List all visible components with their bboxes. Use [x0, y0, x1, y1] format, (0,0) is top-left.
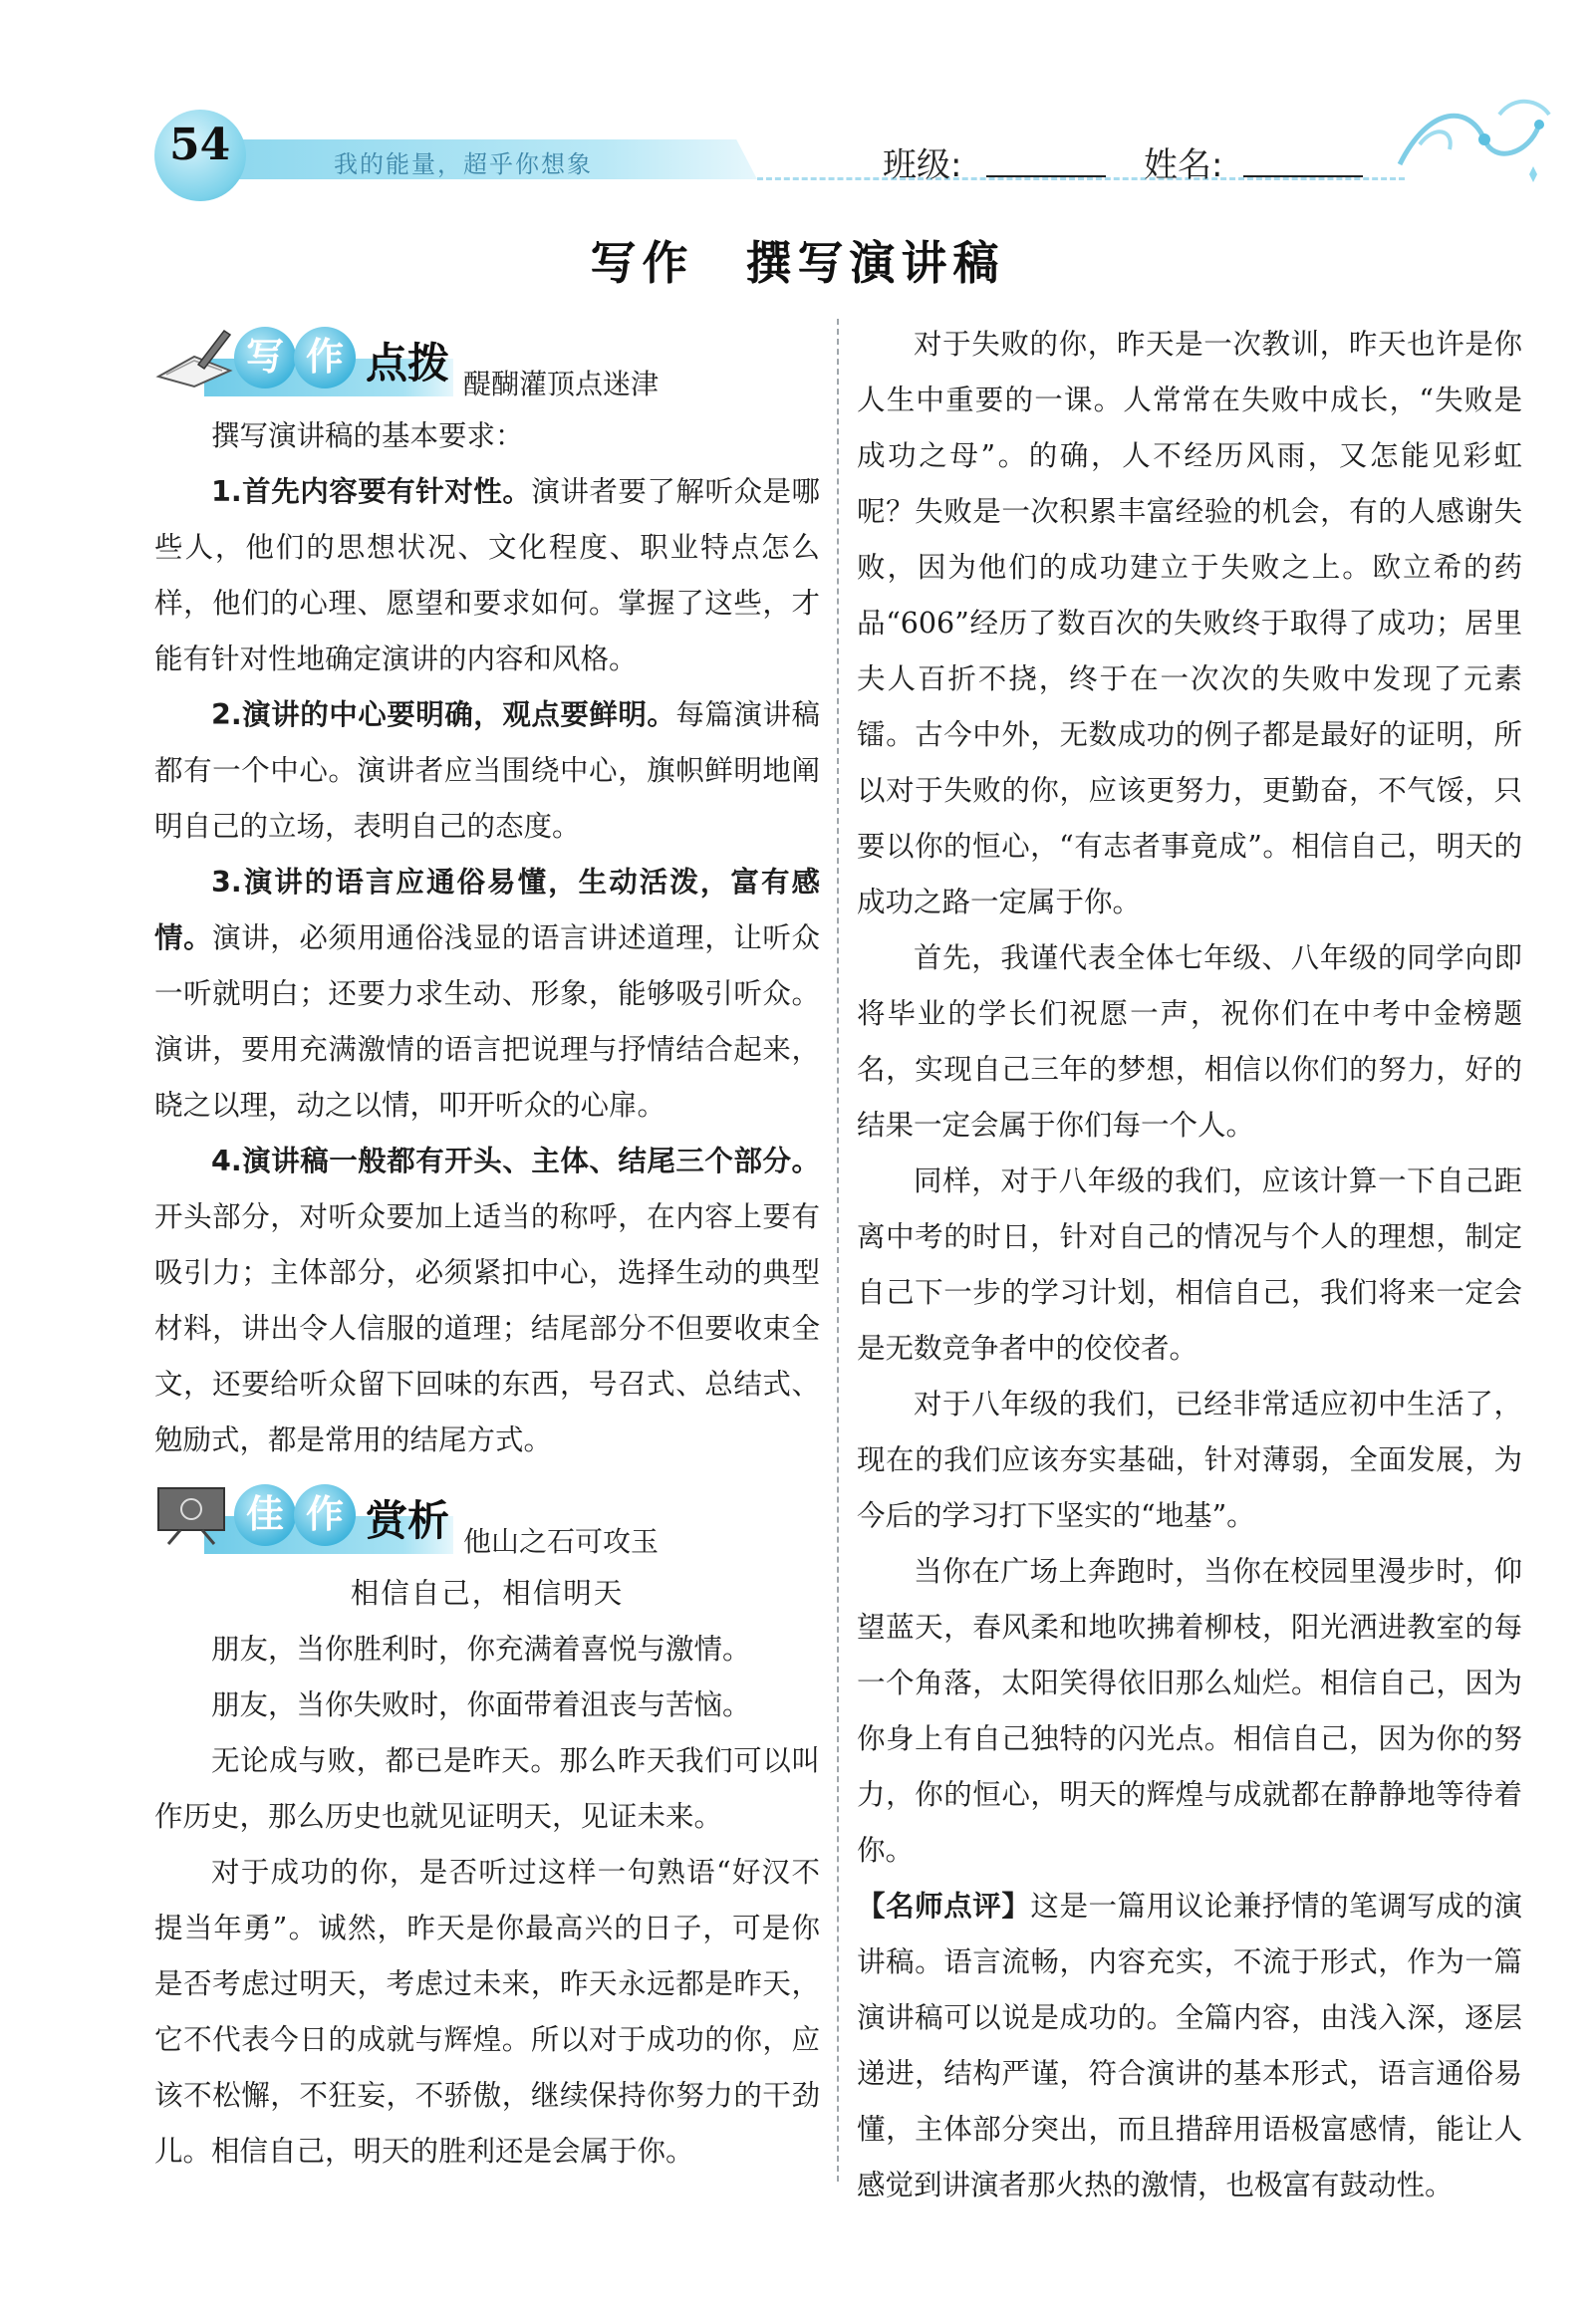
requirement-2-heading: 2.演讲的中心要明确，观点要鲜明。 — [211, 698, 676, 731]
blackboard-icon — [154, 1484, 234, 1546]
banner-heading: 点拨 — [366, 339, 450, 387]
requirement-3-text: 演讲，必须用通俗浅显的语言讲述道理，让听众一听就明白；还要力求生动、形象，能够吸引听众。演讲，要用充满激情的语言把说理与抒情结合起来，晓之以理，动之以情，叩开听众的心扉。 — [154, 921, 820, 1122]
essay-paragraph: 对于失败的你，昨天是一次教训，昨天也许是你人生中重要的一课。人常常在失败中成长，“失败是成功之母”。的确，人不经历风雨，又怎能见彩虹呢？失败是一次积累丰富经验的机会，有的人感谢失败，因为他们的成功建立于失败之上。欧立希的药品“606”经历了数百次的失败终于取得了成功；居里夫人百折不挠，终于在一次次的失败中发现了元素镭。古今中外，无数成功的例子都是最好的证明，所以对于失败的你，应该更努力，更勤奋，不气馁，只要以你的恒心，“有志者事竟成”。相信自己，明天的成功之路一定属于你。 — [857, 328, 1522, 918]
essay-title: 相信自己，相信明天 — [350, 1577, 625, 1610]
floral-ornament-icon — [1390, 85, 1559, 194]
essay-paragraph: 当你在广场上奔跑时，当你在校园里漫步时，仰望蓝天，春风柔和地吹拂着柳枝，阳光洒进教室的每一个角落，太阳笑得依旧那么灿烂。相信自己，因为你身上有自己独特的闪光点。相信自己，因为你的努力，你的恒心，明天的辉煌与成就都在静静地等待着你。 — [857, 1555, 1522, 1867]
intro-text: 撰写演讲稿的基本要求： — [211, 419, 524, 452]
section-banner-appreciation — [154, 1474, 820, 1564]
essay-paragraph: 朋友，当你胜利时，你充满着喜悦与激情。 — [211, 1633, 751, 1666]
requirement-2-text: 每篇演讲稿都有一个中心。演讲者应当围绕中心，旗帜鲜明地阐明自己的立场，表明自己的态度。 — [154, 698, 820, 843]
essay-paragraph: 首先，我谨代表全体七年级、八年级的同学向即将毕业的学长们祝愿一声，祝你们在中考中金榜题名，实现自己三年的梦想，相信以你们的努力，好的结果一定会属于你们每一个人。 — [857, 941, 1522, 1142]
essay-paragraph: 无论成与败，都已是昨天。那么昨天我们可以叫作历史，那么历史也就见证明天，见证未来。 — [154, 1744, 820, 1833]
banner-char-2: 作 — [294, 1484, 356, 1546]
class-label: 班级: — [883, 145, 962, 185]
banner-char-2: 作 — [294, 327, 356, 388]
requirement-1-text: 演讲者要了解听众是哪些人，他们的思想状况、文化程度、职业特点怎么样，他们的心理、愿望和要求如何。掌握了这些，才能有针对性地确定演讲的内容和风格。 — [154, 475, 820, 675]
requirement-3 — [154, 855, 820, 1134]
teacher-comment — [857, 1879, 1522, 2213]
page-header — [0, 0, 1595, 199]
requirement-4-heading: 4.演讲稿一般都有开头、主体、结尾三个部分。 — [211, 1145, 820, 1177]
requirement-1 — [154, 464, 820, 687]
section-banner-tips — [154, 317, 820, 406]
banner-subtitle: 醍醐灌顶点迷津 — [463, 368, 660, 400]
left-column — [154, 317, 820, 2180]
essay-paragraph: 对于八年级的我们，已经非常适应初中生活了，现在的我们应该夯实基础，针对薄弱，全面发展，为今后的学习打下坚实的“地基”。 — [857, 1388, 1522, 1532]
teacher-comment-text: 这是一篇用议论兼抒情的笔调写成的演讲稿。语言流畅，内容充实，不流于形式，作为一篇演讲稿可以说是成功的。全篇内容，由浅入深，逐层递进，结构严谨，符合演讲的基本形式，语言通俗易懂，主体部分突出，而且措辞用语极富感情，能让人感觉到讲演者那火热的激情，也极富有鼓动性。 — [857, 1890, 1522, 2201]
banner-char-1: 佳 — [234, 1484, 296, 1546]
essay-paragraph: 朋友，当你失败时，你面带着沮丧与苦恼。 — [211, 1688, 751, 1721]
slogan: 我的能量，超乎你想象 — [334, 150, 593, 178]
requirement-3-heading: 3.演讲的语言应通俗易懂，生动活泼，富有感情。 — [154, 866, 820, 954]
requirement-1-heading: 1.首先内容要有针对性。 — [211, 475, 532, 508]
essay-paragraph: 同样，对于八年级的我们，应该计算一下自己距离中考的时日，针对自己的情况与个人的理想，制定自己下一步的学习计划，相信自己，我们将来一定会是无数竞争者中的佼佼者。 — [857, 1164, 1522, 1365]
banner-subtitle: 他山之石可攻玉 — [463, 1525, 660, 1558]
essay-paragraph: 对于成功的你，是否听过这样一句熟语“好汉不提当年勇”。诚然，昨天是你最高兴的日子，可是你是否考虑过明天，考虑过未来，昨天永远都是昨天，它不代表今日的成就与辉煌。所以对于成功的你，应该不松懈，不狂妄，不骄傲，继续保持你努力的干劲儿。相信自己，明天的胜利还是会属于你。 — [154, 1856, 820, 2168]
right-column — [857, 317, 1522, 2213]
header-divider — [757, 177, 1405, 180]
name-field[interactable] — [1243, 175, 1363, 177]
pen-notebook-icon — [154, 327, 234, 388]
banner-char-1: 写 — [234, 327, 296, 388]
page-number: 54 — [169, 120, 231, 170]
page-title: 写作 撰写演讲稿 — [590, 236, 1005, 290]
requirement-4-text: 开头部分，对听众要加上适当的称呼，在内容上要有吸引力；主体部分，必须紧扣中心，选择生动的典型材料，讲出令人信服的道理；结尾部分不但要收束全文，还要给听众留下回味的东西，号召式、总结式、勉励式，都是常用的结尾方式。 — [154, 1200, 820, 1456]
banner-heading: 赏析 — [366, 1496, 450, 1545]
teacher-comment-tag: 【名师点评】 — [857, 1890, 1031, 1923]
requirement-4 — [154, 1134, 820, 1468]
class-field[interactable] — [986, 175, 1106, 177]
name-label: 姓名: — [1144, 145, 1223, 185]
column-divider — [837, 319, 839, 2182]
requirement-2 — [154, 687, 820, 855]
